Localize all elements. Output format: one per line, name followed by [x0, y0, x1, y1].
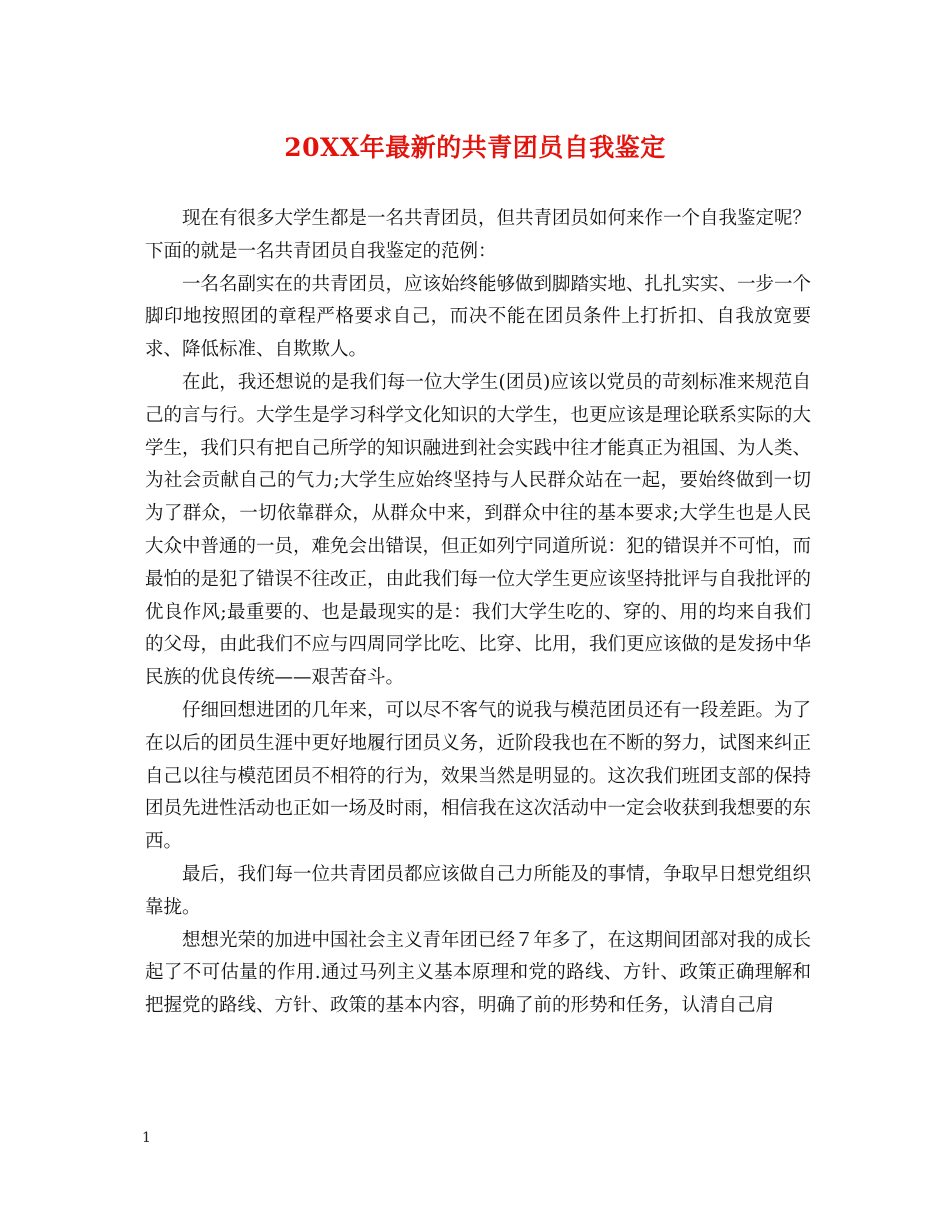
page-number: 1	[142, 1130, 151, 1146]
paragraph-intro: 现在有很多大学生都是一名共青团员，但共青团员如何来作一个自我鉴定呢？下面的就是一名共青团员自我鉴定的范例：	[145, 208, 812, 262]
paragraph-4: 仔细回想进团的几年来，可以尽不客气的说我与模范团员还有一段差距。为了在以后的团员生涯中更好地履行团员义务，近阶段我也在不断的努力，试图来纠正自己以往与模范团员不相符的行为，效果当然是明显的。这次我们班团支部的保持团员先进性活动也正如一场及时雨，相信我在这次活动中一定会收获到我想要的东西。	[145, 699, 812, 853]
paragraph-6: 想想光荣的加进中国社会主义青年团已经７年多了，在这期间团部对我的成长起了不可估量的作用.通过马列主义基本原理和党的路线、方针、政策正确理解和把握党的路线、方针、政策的基本内容，明确了前的形势和任务，认清自己肩	[145, 929, 812, 1017]
paragraph-3: 在此，我还想说的是我们每一位大学生(团员)应该以党员的苛刻标准来规范自己的言与行。大学生是学习科学文化知识的大学生，也更应该是理论联系实际的大学生，我们只有把自己所学的知识融进到社会实践中往才能真正为祖国、为人类、为社会贡献自己的气力;大学生应始终坚持与人民群众站在一起，要始终做到一切为了群众，一切依靠群众，从群众中来，到群众中往的基本要求;大学生也是人民大众中普通的一员，难免会出错误，但正如列宁同道所说：犯的错误并不可怕，而最怕的是犯了错误不往改正，由此我们每一位大学生更应该坚持批评与自我批评的优良作风;最重要的、也是最现实的是：我们大学生吃的、穿的、用的均来自我们的父母，由此我们不应与四周同学比吃、比穿、比用，我们更应该做的是发扬中华民族的优良传统——艰苦奋斗。	[145, 371, 812, 689]
paragraph-2: 一名名副实在的共青团员，应该始终能够做到脚踏实地、扎扎实实、一步一个脚印地按照团的章程严格要求自己，而决不能在团员条件上打折扣、自我放宽要求、降低标准、自欺欺人。	[145, 273, 812, 361]
paragraph-5: 最后，我们每一位共青团员都应该做自己力所能及的事情，争取早日想党组织靠拢。	[145, 863, 812, 918]
document-title: 20XX年最新的共青团员自我鉴定	[284, 133, 666, 162]
document-body	[145, 203, 811, 1023]
